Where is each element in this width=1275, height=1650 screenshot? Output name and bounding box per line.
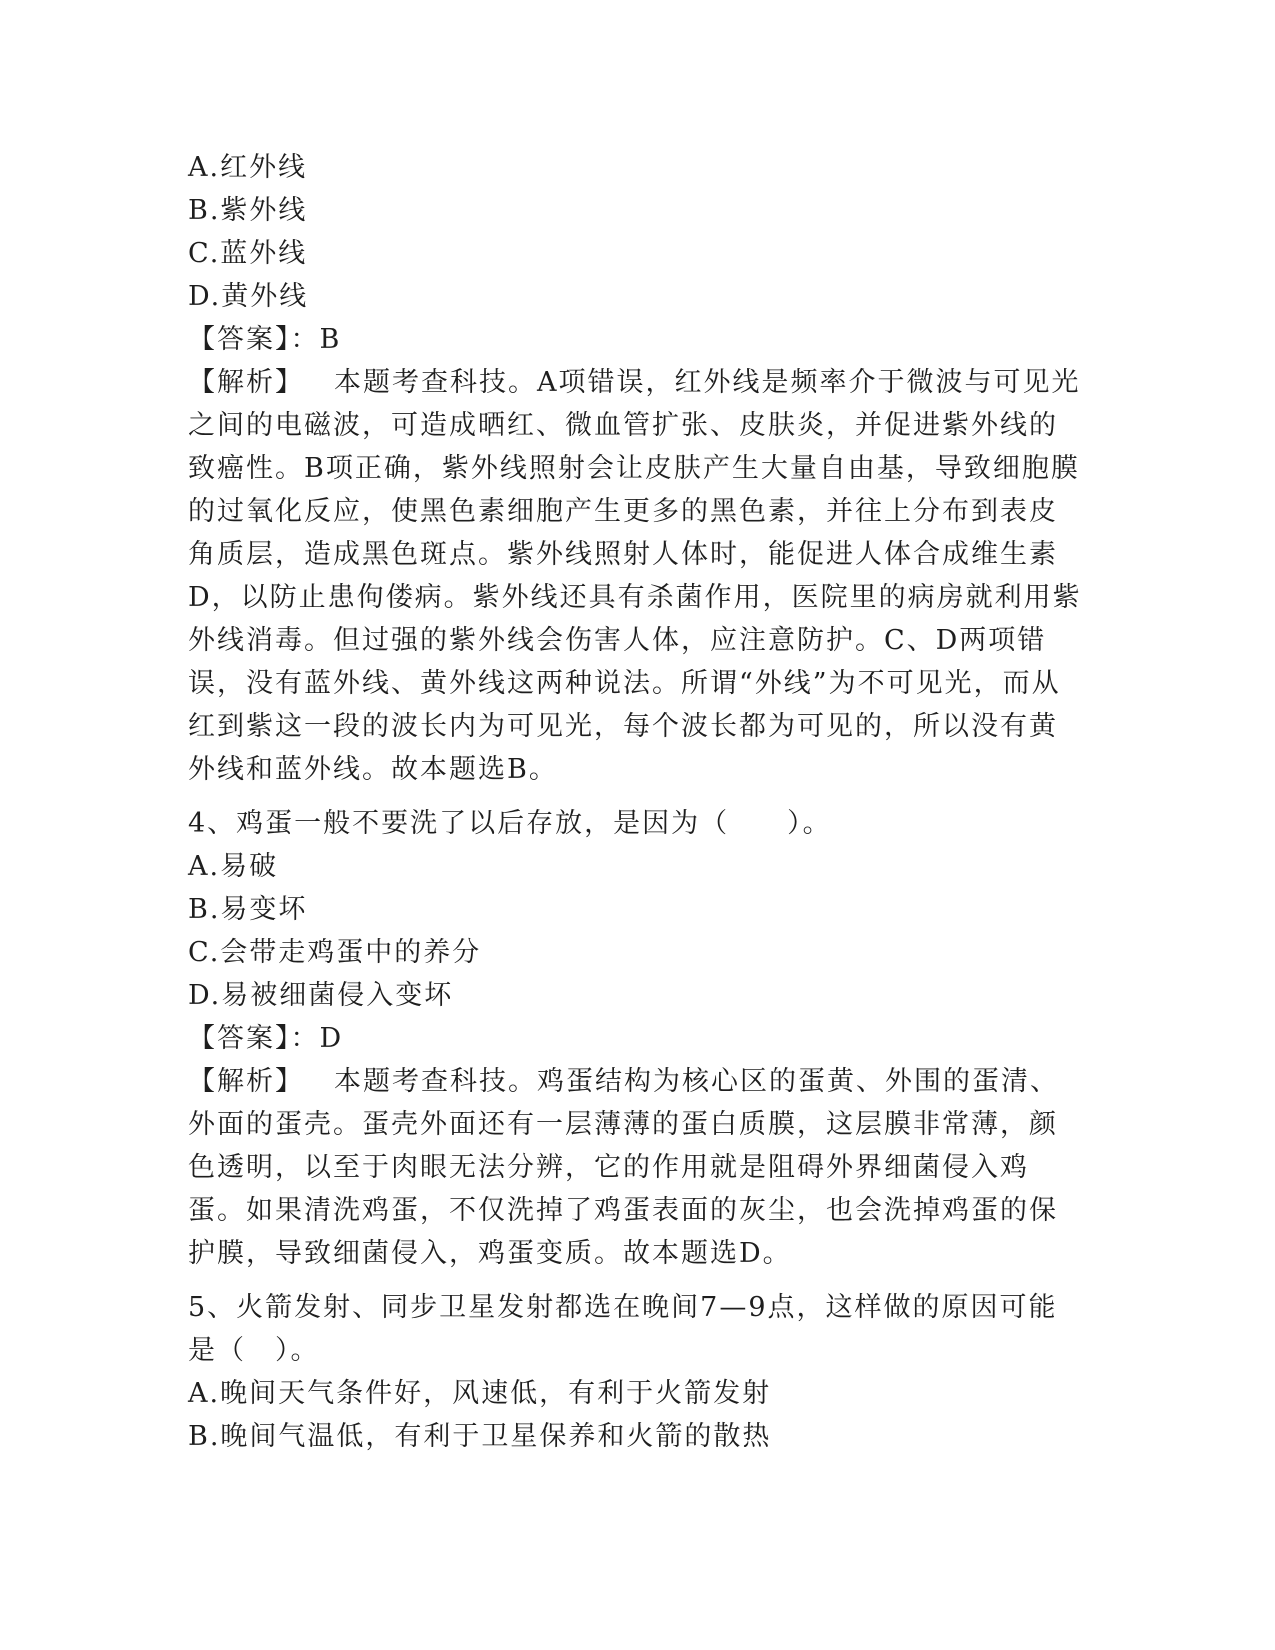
- q3-analysis: [188, 361, 1083, 791]
- q4-answer-label: 【答案】：: [188, 1023, 320, 1054]
- q4-analysis: [188, 1060, 1083, 1275]
- q3-option-a: A.红外线: [188, 152, 308, 183]
- q5-option-a: A.晚间天气条件好，风速低，有利于火箭发射: [188, 1378, 772, 1409]
- q4-answer-value: D: [319, 1023, 344, 1054]
- question-4: [188, 802, 1088, 1275]
- q3-option-c: C.蓝外线: [188, 238, 308, 269]
- q5-option-b: B.晚间气温低，有利于卫星保养和火箭的散热: [188, 1421, 772, 1452]
- document-content: [188, 146, 1088, 1458]
- spacer: [188, 791, 1088, 802]
- q4-stem: 4、鸡蛋一般不要洗了以后存放，是因为（ ）。: [188, 808, 832, 839]
- q4-option-d: D.易被细菌侵入变坏: [188, 980, 454, 1011]
- q3-option-d: D.黄外线: [188, 281, 309, 312]
- q4-analysis-label: 【解析】: [188, 1066, 304, 1097]
- q4-analysis-text: 本题考查科技。鸡蛋结构为核心区的蛋黄、外围的蛋清、外面的蛋壳。蛋壳外面还有一层薄薄的蛋白质膜，这层膜非常薄，颜色透明，以至于肉眼无法分辨，它的作用就是阻碍外界细菌侵入鸡蛋。如果清洗鸡蛋，不仅洗掉了鸡蛋表面的灰尘，也会洗掉鸡蛋的保护膜，导致细菌侵入，鸡蛋变质。故本题选D。: [188, 1066, 1059, 1269]
- q3-answer: [188, 318, 1088, 361]
- q4-option-c: C.会带走鸡蛋中的养分: [188, 937, 482, 968]
- question-3: [188, 146, 1088, 791]
- q5-stem: 5、火箭发射、同步卫星发射都选在晚间7—9点，这样做的原因可能是（ ）。: [188, 1292, 1058, 1366]
- q4-option-a: A.易破: [188, 851, 279, 882]
- q4-option-b: B.易变坏: [188, 894, 308, 925]
- spacer: [188, 1275, 1088, 1286]
- q3-answer-label: 【答案】：: [188, 324, 320, 355]
- q3-option-b: B.紫外线: [188, 195, 308, 226]
- q3-answer-value: B: [319, 324, 342, 355]
- question-5: [188, 1286, 1088, 1458]
- q4-answer: [188, 1017, 1088, 1060]
- q3-analysis-text: 本题考查科技。A项错误，红外线是频率介于微波与可见光之间的电磁波，可造成晒红、微血管扩张、皮肤炎，并促进紫外线的致癌性。B项正确，紫外线照射会让皮肤产生大量自由基，导致细胞膜的过氧化反应，使黑色素细胞产生更多的黑色素，并往上分布到表皮角质层，造成黑色斑点。紫外线照射人体时，能促进人体合成维生素D，以防止患佝偻病。紫外线还具有杀菌作用，医院里的病房就利用紫外线消毒。但过强的紫外线会伤害人体，应注意防护。C、D两项错误，没有蓝外线、黄外线这两种说法。所谓“外线”为不可见光，而从红到紫这一段的波长内为可见光，每个波长都为可见的，所以没有黄外线和蓝外线。故本题选B。: [188, 367, 1082, 785]
- q3-analysis-label: 【解析】: [188, 367, 304, 398]
